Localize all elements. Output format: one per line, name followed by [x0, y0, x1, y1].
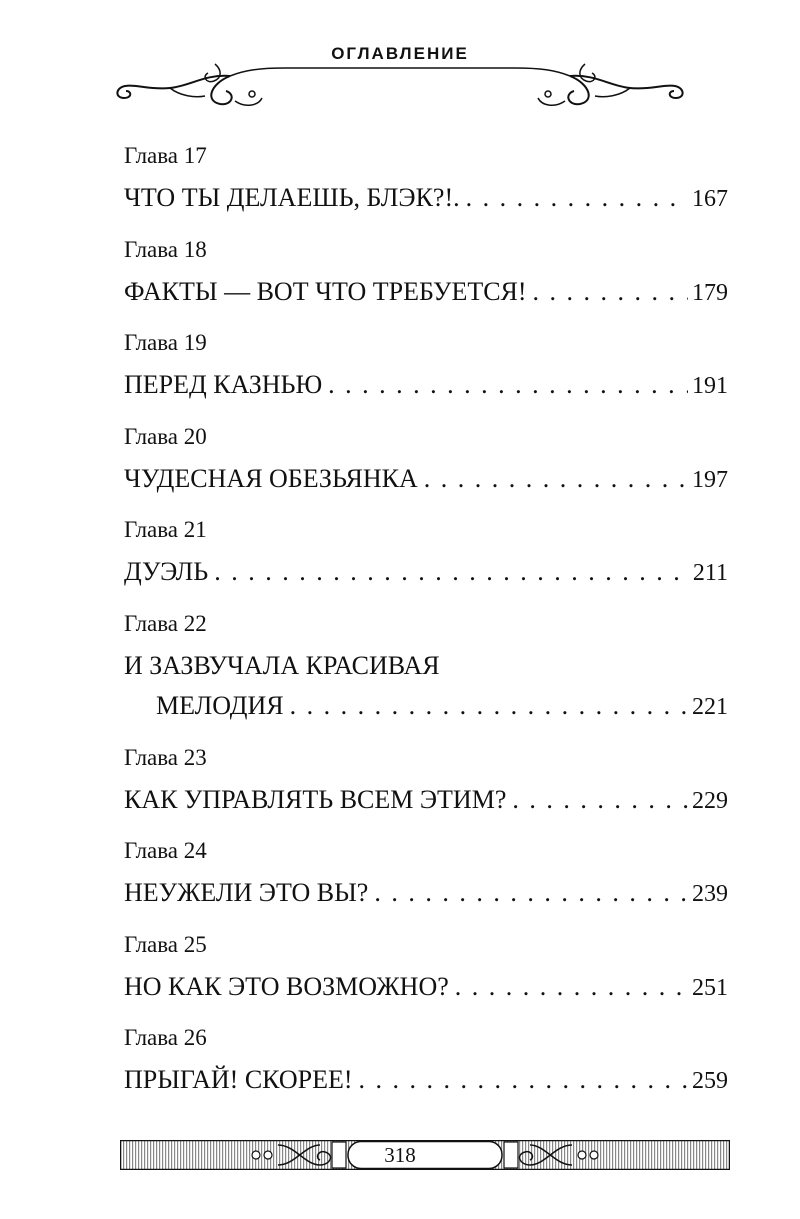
chapter-label: Глава 21 [124, 517, 207, 542]
chapter-entry-line [124, 970, 728, 1005]
chapter-page-number: 221 [692, 693, 728, 720]
table-of-contents [124, 141, 728, 1117]
toc-entry[interactable] [124, 235, 728, 329]
chapter-label: Глава 18 [124, 236, 207, 262]
chapter-page-number: 229 [692, 787, 728, 814]
toc-entry[interactable] [124, 328, 728, 422]
chapter-entry-line [124, 275, 728, 310]
chapter-label: Глава 24 [124, 838, 207, 863]
chapter-label: Глава 23 [124, 744, 207, 770]
dot-leader [455, 970, 688, 1004]
chapter-title: ПРЫГАЙ! СКОРЕЕ! [124, 1065, 353, 1094]
page-number: 318 [384, 1143, 416, 1167]
dot-leader [512, 783, 688, 817]
toc-entry[interactable] [124, 743, 728, 837]
toc-entry[interactable] [124, 836, 728, 930]
dot-leader [328, 368, 688, 402]
chapter-entry-line [124, 462, 728, 497]
chapter-page-number: 197 [692, 466, 728, 493]
dot-leader [374, 876, 688, 910]
toc-entry[interactable] [124, 609, 728, 743]
chapter-title: НО КАК ЭТО ВОЗМОЖНО? [124, 971, 449, 1001]
header-flourish-ornament [110, 56, 690, 126]
chapter-label: Глава 17 [124, 143, 207, 168]
dot-leader [466, 181, 688, 215]
chapter-entry-line [124, 876, 728, 911]
toc-entry[interactable] [124, 1023, 728, 1117]
toc-entry[interactable] [124, 515, 728, 609]
chapter-title: КАК УПРАВЛЯТЬ ВСЕМ ЭТИМ? [124, 784, 507, 814]
toc-entry[interactable] [124, 930, 728, 1024]
chapter-label: Глава 19 [124, 330, 207, 355]
chapter-page-number: 191 [692, 373, 728, 399]
dot-leader [424, 462, 688, 496]
chapter-page-number: 259 [692, 1068, 728, 1094]
chapter-label: Глава 25 [124, 931, 207, 957]
chapter-title-line2: МЕЛОДИЯ [156, 690, 284, 720]
chapter-page-number: 239 [692, 881, 728, 907]
chapter-title: ДУЭЛЬ [124, 557, 209, 586]
dot-leader [214, 555, 689, 589]
chapter-page-number: 179 [692, 279, 728, 306]
chapter-entry-line [124, 555, 728, 590]
chapter-entry-line [124, 181, 728, 216]
chapter-entry-line [156, 689, 728, 724]
toc-entry[interactable] [124, 422, 728, 516]
chapter-page-number: 211 [692, 560, 728, 586]
dot-leader [290, 689, 688, 723]
chapter-entry-line [124, 368, 728, 403]
chapter-page-number: 251 [692, 974, 728, 1001]
chapter-label: Глава 26 [124, 1025, 207, 1050]
running-header-title: ОГЛАВЛЕНИЕ [331, 44, 469, 63]
chapter-title: ПЕРЕД КАЗНЬЮ [124, 370, 323, 399]
chapter-label: Глава 20 [124, 423, 207, 449]
chapter-entry-line [124, 783, 728, 818]
chapter-page-number: 167 [692, 186, 728, 212]
chapter-title: ЧТО ТЫ ДЕЛАЕШЬ, БЛЭК?!. [124, 183, 460, 212]
chapter-title-line1: И ЗАЗВУЧАЛА КРАСИВАЯ [124, 650, 440, 680]
chapter-label: Глава 22 [124, 610, 207, 636]
chapter-title: ЧУДЕСНАЯ ОБЕЗЬЯНКА [124, 463, 418, 493]
toc-entry[interactable] [124, 141, 728, 235]
chapter-title: НЕУЖЕЛИ ЭТО ВЫ? [124, 878, 369, 907]
dot-leader [533, 275, 688, 309]
dot-leader [359, 1063, 688, 1097]
chapter-title: ФАКТЫ — ВОТ ЧТО ТРЕБУЕТСЯ! [124, 276, 527, 306]
chapter-entry-line [124, 1063, 728, 1098]
